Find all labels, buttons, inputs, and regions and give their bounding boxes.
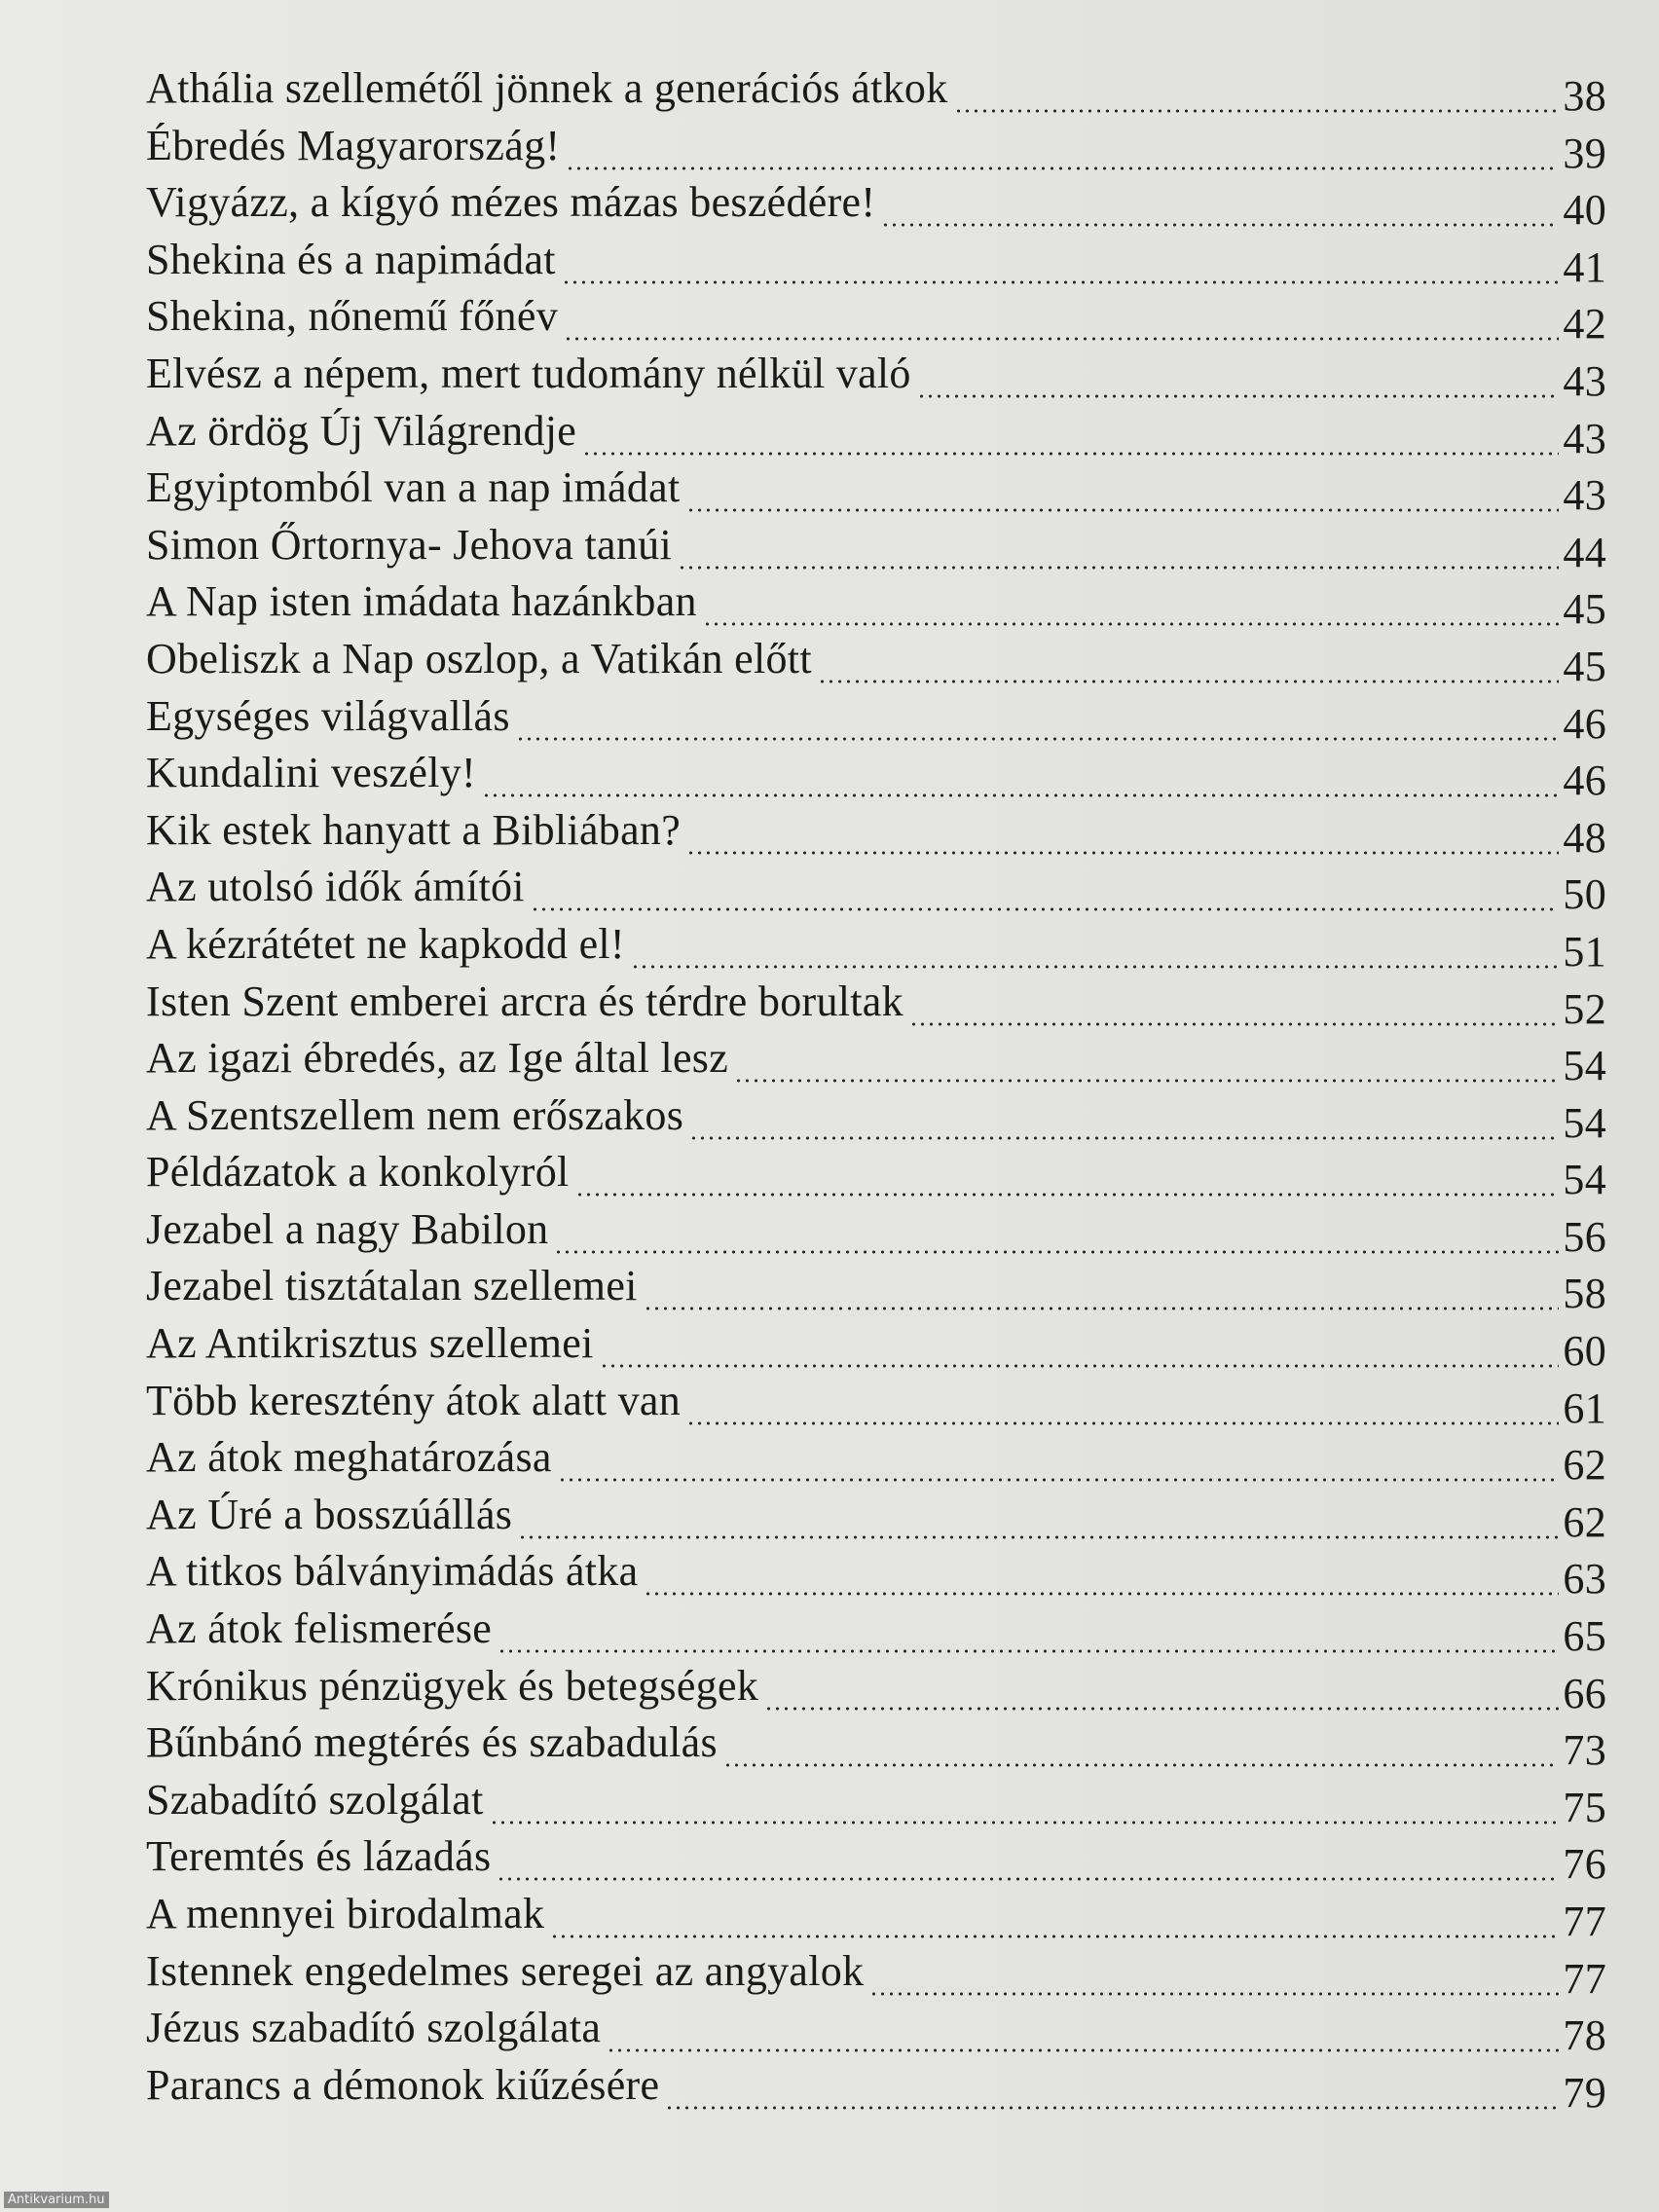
entry-title: Istennek engedelmes seregei az angyalok: [146, 1946, 865, 1995]
entry-title: Példázatok a konkolyról: [146, 1148, 570, 1197]
dot-leader: [600, 1363, 1560, 1369]
dot-leader: [686, 850, 1559, 856]
entry-page-number: 41: [1563, 242, 1606, 291]
dot-leader: [516, 736, 1560, 742]
entry-page-number: 78: [1563, 2011, 1606, 2060]
entry-title: A kézrátétet ne kapkodd el!: [146, 919, 625, 968]
entry-page-number: 77: [1563, 1954, 1606, 2003]
entry-page-number: 60: [1563, 1327, 1606, 1376]
toc-entry: [146, 1601, 1606, 1661]
dot-leader: [818, 679, 1560, 684]
entry-page-number: 61: [1563, 1383, 1606, 1432]
dot-leader: [723, 1762, 1559, 1768]
dot-leader: [566, 166, 1559, 171]
dot-leader: [498, 1648, 1559, 1654]
toc-entry: [146, 1201, 1606, 1259]
entry-title: Shekina, nőnemű főnév: [146, 292, 558, 341]
toc-entry: [146, 573, 1606, 634]
toc-entry: [146, 1943, 1606, 2001]
entry-title: Teremtés és lázadás: [146, 1832, 492, 1881]
entry-title: Jezabel a nagy Babilon: [146, 1204, 549, 1253]
dot-leader: [550, 1934, 1559, 1939]
entry-page-number: 40: [1563, 186, 1606, 235]
entry-page-number: 56: [1563, 1212, 1606, 1261]
toc-entry: [146, 517, 1606, 574]
entry-title: Shekina és a napimádat: [146, 235, 556, 283]
entry-title: Vigyázz, a kígyó mézes mázas beszédére!: [146, 178, 876, 227]
dot-leader: [631, 964, 1560, 970]
dot-leader: [734, 1078, 1559, 1084]
entry-title: Isten Szent emberei arcra és térdre borultak: [146, 977, 903, 1025]
dot-leader: [909, 1021, 1559, 1027]
dot-leader: [482, 793, 1559, 798]
watermark: Antikvarium.hu: [4, 2192, 109, 2208]
toc-entry: [146, 288, 1606, 349]
toc-entry: [146, 1429, 1606, 1490]
dot-leader: [703, 621, 1560, 627]
entry-page-number: 51: [1563, 927, 1606, 976]
toc-entry: [146, 1772, 1606, 1829]
toc-entry: [146, 1373, 1606, 1430]
dot-leader: [607, 2047, 1559, 2053]
dot-leader: [562, 279, 1560, 285]
dot-leader: [665, 2105, 1559, 2111]
entry-title: Bűnbánó megtérés és szabadulás: [146, 1718, 718, 1767]
entry-page-number: 44: [1563, 528, 1606, 576]
entry-page-number: 65: [1563, 1612, 1606, 1661]
entry-page-number: 48: [1563, 813, 1606, 862]
entry-title: Obeliszk a Nap oszlop, a Vatikán előtt: [146, 634, 812, 682]
entry-title: Szabadító szolgálat: [146, 1775, 484, 1824]
entry-title: Az Úré a bosszúállás: [146, 1490, 513, 1538]
entry-title: A mennyei birodalmak: [146, 1890, 545, 1937]
dot-leader: [678, 565, 1559, 571]
toc-entry: [146, 1714, 1606, 1775]
entry-title: Elvész a népem, mert tudomány nélkül való: [146, 349, 911, 397]
entry-page-number: 63: [1563, 1555, 1606, 1604]
entry-page-number: 73: [1563, 1726, 1606, 1775]
entry-title: A Szentszellem nem erőszakos: [146, 1090, 684, 1139]
entry-page-number: 38: [1563, 72, 1606, 120]
toc-entry: [146, 631, 1606, 688]
entry-title: Az ördög Új Világrendje: [146, 406, 577, 455]
toc-entry: [146, 1030, 1606, 1088]
toc-entry: [146, 174, 1606, 235]
entry-page-number: 52: [1563, 984, 1606, 1033]
dot-leader: [869, 1991, 1559, 1997]
toc-entry: [146, 232, 1606, 289]
toc-entry: [146, 859, 1606, 919]
dot-leader: [954, 108, 1560, 114]
entry-title: Több keresztény átok alatt van: [146, 1376, 682, 1424]
entry-page-number: 39: [1563, 129, 1606, 177]
toc-entry: [146, 745, 1606, 805]
entry-title: A titkos bálványimádás átka: [146, 1547, 639, 1596]
entry-page-number: 62: [1563, 1497, 1606, 1546]
entry-title: Simon Őrtornya- Jehova tanúi: [146, 520, 672, 569]
entry-page-number: 58: [1563, 1270, 1606, 1318]
toc-entry: [146, 802, 1606, 860]
entry-page-number: 43: [1563, 471, 1606, 520]
entry-title: Az utolsó idők ámítói: [146, 863, 525, 911]
dot-leader: [575, 1192, 1560, 1198]
entry-title: Kik estek hanyatt a Bibliában?: [146, 805, 682, 854]
dot-leader: [518, 1534, 1559, 1540]
entry-title: Jézus szabadító szolgálata: [146, 2004, 602, 2052]
dot-leader: [497, 1876, 1559, 1882]
entry-page-number: 62: [1563, 1441, 1606, 1490]
dot-leader: [689, 1135, 1559, 1141]
toc-entry: [146, 1088, 1606, 1145]
entry-page-number: 76: [1563, 1840, 1606, 1889]
toc-entry: [146, 460, 1606, 520]
toc-entry: [146, 2000, 1606, 2060]
entry-title: Az átok felismerése: [146, 1604, 493, 1653]
entry-page-number: 45: [1563, 642, 1606, 690]
dot-leader: [490, 1820, 1560, 1825]
entry-page-number: 50: [1563, 870, 1606, 919]
entry-page-number: 46: [1563, 756, 1606, 805]
entry-page-number: 54: [1563, 1156, 1606, 1204]
entry-title: Krónikus pénzügyek és betegségek: [146, 1661, 759, 1710]
dot-leader: [564, 336, 1559, 342]
entry-page-number: 54: [1563, 1042, 1606, 1090]
toc-entry: [146, 1886, 1606, 1943]
entry-page-number: 66: [1563, 1669, 1606, 1717]
toc-entry: [146, 916, 1606, 974]
toc-entry: [146, 346, 1606, 403]
dot-leader: [558, 1477, 1560, 1483]
toc-entry: [146, 60, 1606, 118]
toc-entry: [146, 1258, 1606, 1318]
dot-leader: [644, 1306, 1560, 1311]
dot-leader: [686, 507, 1560, 513]
toc-entry: [146, 403, 1606, 461]
toc-entry: [146, 1315, 1606, 1376]
dot-leader: [582, 451, 1559, 457]
entry-title: Jezabel tisztátalan szellemei: [146, 1262, 638, 1310]
toc-entry: [146, 1487, 1606, 1544]
dot-leader: [686, 1420, 1559, 1426]
dot-leader: [764, 1706, 1559, 1712]
dot-leader: [644, 1591, 1559, 1597]
entry-title: Parancs a démonok kiűzésére: [146, 2060, 660, 2109]
entry-page-number: 75: [1563, 1783, 1606, 1831]
toc-entry: [146, 688, 1606, 746]
entry-title: Ébredés Magyarország!: [146, 121, 561, 169]
toc-entry: [146, 118, 1606, 175]
entry-page-number: 43: [1563, 356, 1606, 405]
toc-entry: [146, 974, 1606, 1031]
entry-title: Egységes világvallás: [146, 691, 510, 740]
entry-page-number: 77: [1563, 1898, 1606, 1945]
dot-leader: [554, 1249, 1559, 1255]
entry-title: Az Antikrisztus szellemei: [146, 1319, 594, 1368]
entry-page-number: 79: [1563, 2068, 1606, 2117]
entry-page-number: 42: [1563, 300, 1606, 349]
table-of-contents: [146, 60, 1606, 2117]
toc-entry: [146, 1543, 1606, 1604]
toc-entry: [146, 2057, 1606, 2115]
dot-leader: [881, 222, 1559, 228]
dot-leader: [917, 393, 1560, 399]
entry-page-number: 46: [1563, 699, 1606, 748]
entry-title: Kundalini veszély!: [146, 749, 476, 797]
entry-title: Egyiptomból van a nap imádat: [146, 463, 681, 512]
entry-title: A Nap isten imádata hazánkban: [146, 577, 697, 626]
entry-page-number: 54: [1563, 1098, 1606, 1147]
entry-page-number: 45: [1563, 585, 1606, 634]
entry-title: Athália szellemétől jönnek a generációs átkok: [146, 64, 948, 112]
dot-leader: [531, 906, 1560, 912]
entry-title: Az átok meghatározása: [146, 1433, 552, 1482]
entry-title: Az igazi ébredés, az Ige által lesz: [146, 1034, 729, 1083]
toc-entry: [146, 1658, 1606, 1715]
toc-entry: [146, 1828, 1606, 1889]
toc-entry: [146, 1144, 1606, 1204]
entry-page-number: 43: [1563, 414, 1606, 462]
